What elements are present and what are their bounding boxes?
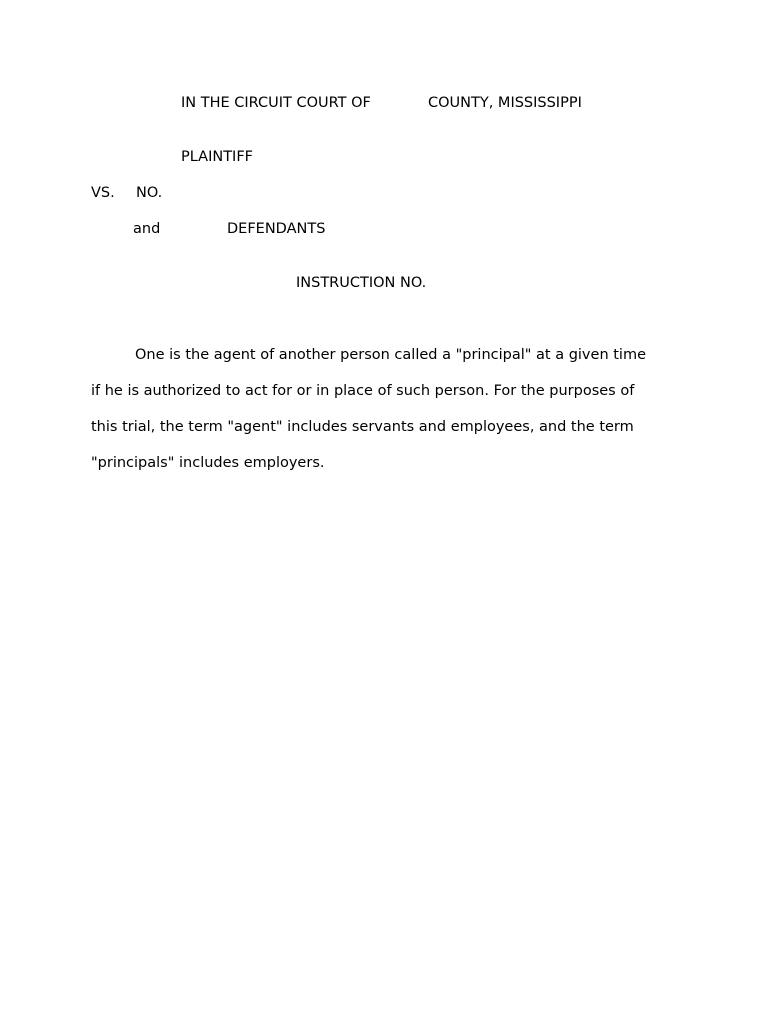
instruction-text-line: One is the agent of another person called a "principal" at a given time: [135, 347, 646, 363]
versus-label: VS.: [91, 185, 115, 201]
instruction-text-line: this trial, the term "agent" includes servants and employees, and the term: [91, 419, 634, 435]
court-heading-left: IN THE CIRCUIT COURT OF: [181, 95, 371, 111]
instruction-text-line: if he is authorized to act for or in place of such person. For the purposes of: [91, 383, 635, 399]
plaintiff-label: PLAINTIFF: [181, 149, 254, 165]
instruction-text-line: "principals" includes employers.: [91, 455, 325, 471]
defendants-label: DEFENDANTS: [227, 221, 326, 237]
instruction-title: INSTRUCTION NO.: [296, 275, 427, 291]
and-label: and: [133, 221, 161, 237]
case-number-label: NO.: [136, 185, 163, 201]
court-heading-county: COUNTY, MISSISSIPPI: [428, 95, 582, 111]
